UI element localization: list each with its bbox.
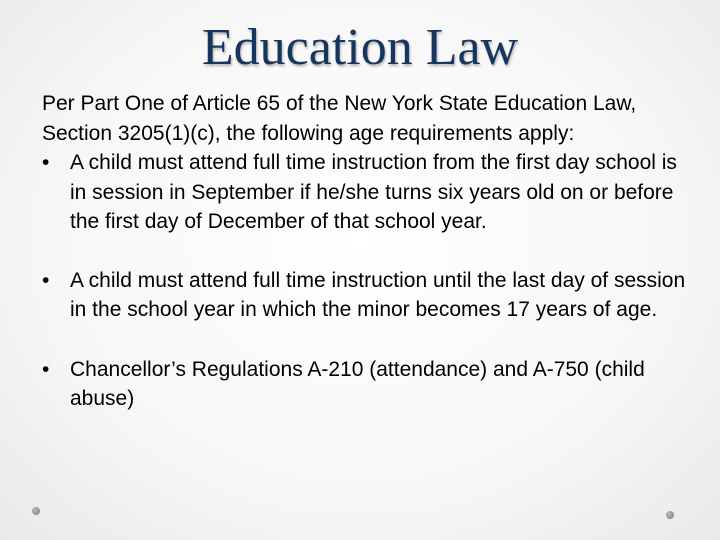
- bullet-marker: •: [42, 268, 50, 292]
- bullet-item: [42, 355, 692, 414]
- slide-title: Education Law: [201, 19, 519, 76]
- slide-body: [42, 89, 692, 414]
- bullet-item: [42, 148, 692, 237]
- bullet-text: A child must attend full time instruction until the last day of session in the school year in which the minor becomes 17 years of age.: [70, 268, 686, 321]
- bullet-marker: •: [42, 357, 50, 381]
- decorative-dot-left: [32, 507, 40, 515]
- bullet-text: A child must attend full time instruction from the first day school is in session in September if he/she turns six years old on or before the first day of December of that school year.: [70, 151, 677, 233]
- decorative-dot-right: [666, 511, 674, 519]
- bullet-text: Chancellor’s Regulations A-210 (attendance) and A-750 (child abuse): [70, 357, 645, 410]
- bullet-item: [42, 266, 692, 325]
- bullet-marker: •: [42, 151, 50, 174]
- intro-paragraph: Per Part One of Article 65 of the New York State Education Law, Section 3205(1)(c), the following age requirements apply:: [42, 92, 637, 145]
